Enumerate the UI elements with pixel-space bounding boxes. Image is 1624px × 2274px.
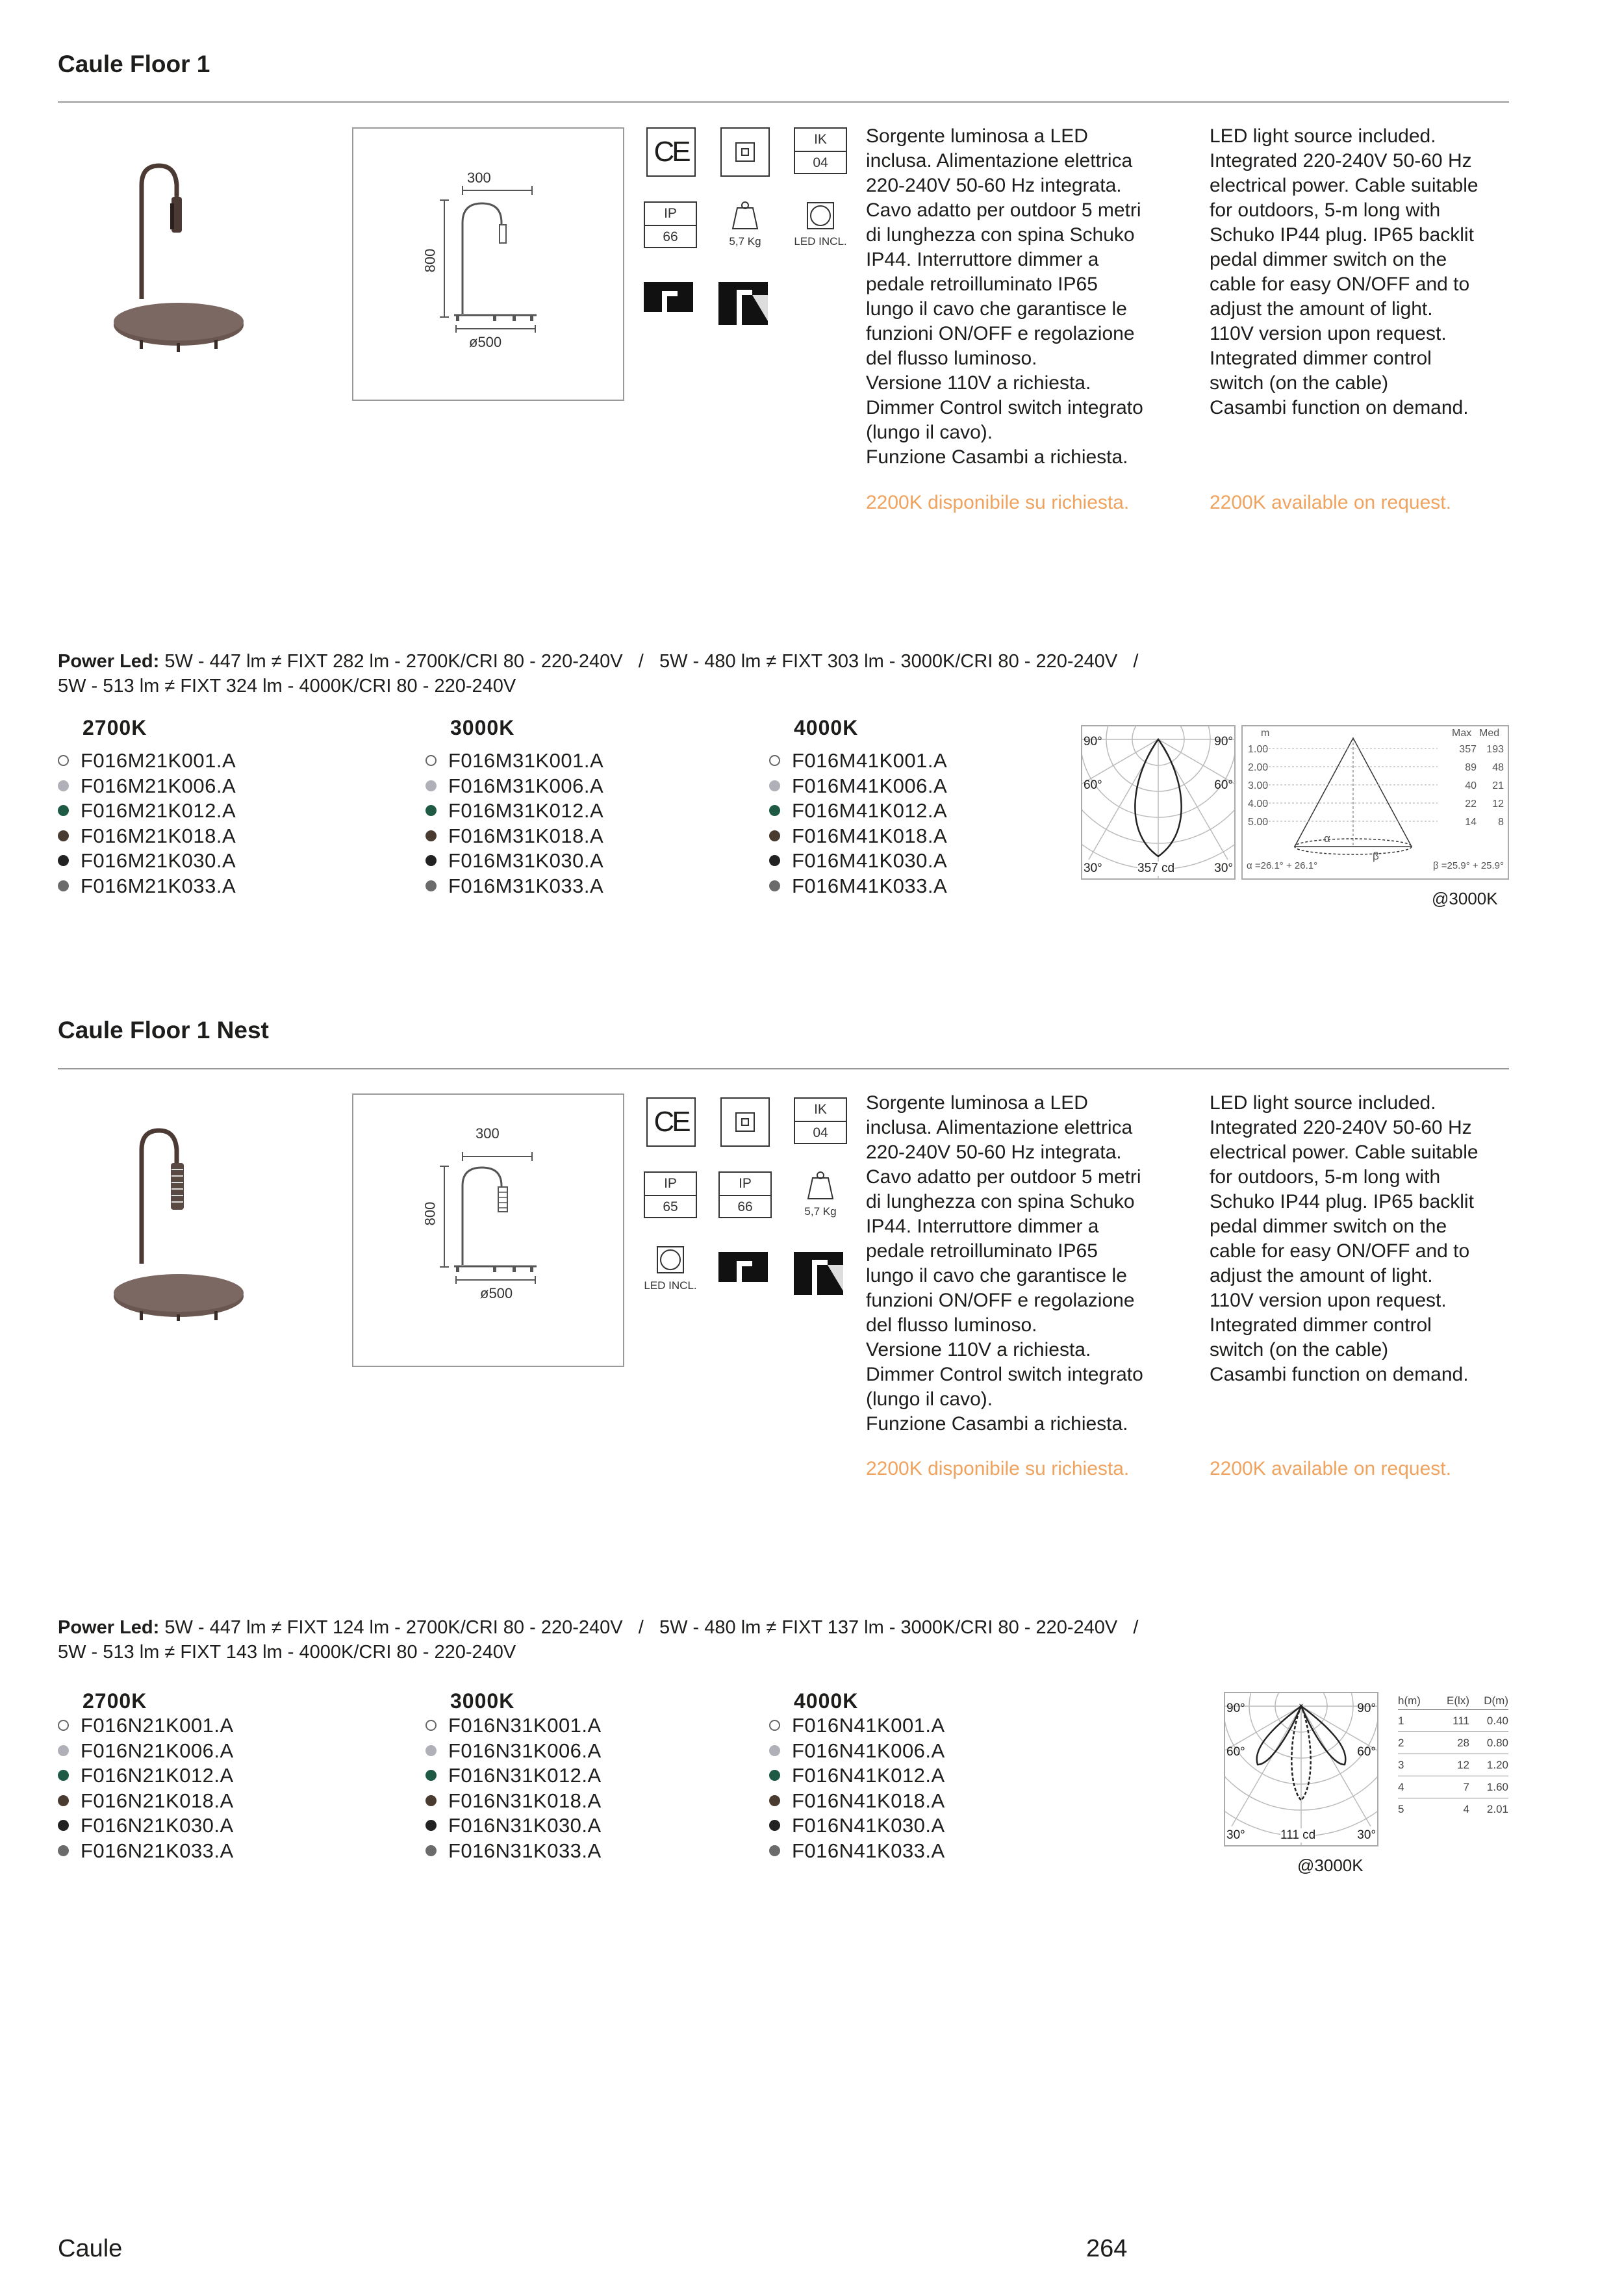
- dim-height: 800: [422, 1201, 438, 1226]
- table-row: 1 111 0.40: [1398, 1710, 1508, 1732]
- note-it: 2200K disponibile su richiesta.: [866, 1458, 1130, 1479]
- list-item: F016N21K001.A: [58, 1713, 234, 1739]
- ip-value: 66: [737, 1199, 753, 1214]
- angle-90-right: 90°: [1357, 1702, 1376, 1715]
- table-header: h(m) E(lx) D(m): [1398, 1693, 1508, 1710]
- list-item: F016N41K012.A: [769, 1763, 945, 1789]
- ip-rating-badge: [718, 1171, 772, 1218]
- code-list-2700k: [58, 748, 236, 899]
- list-item: F016N21K018.A: [58, 1789, 234, 1814]
- dim-height: 800: [422, 248, 438, 273]
- ip-rating-badge: [644, 1171, 697, 1218]
- light-emission-icon: [794, 1246, 843, 1295]
- list-item: F016M41K030.A: [769, 849, 947, 874]
- led-included-icon: LED INCL.: [794, 200, 847, 252]
- photometry-ref: @3000K: [1432, 889, 1498, 908]
- ik-value: 04: [813, 155, 828, 170]
- ip-value: 66: [663, 229, 678, 244]
- ip-rating-badge: [644, 201, 697, 248]
- cone-max-header: Max: [1452, 728, 1472, 739]
- page-number: 264: [1086, 2235, 1128, 2262]
- ik-label: IK: [795, 129, 846, 152]
- ip-label: IP: [645, 1173, 696, 1196]
- list-item: F016M31K033.A: [425, 874, 603, 899]
- photometry-ref: @3000K: [1297, 1856, 1364, 1875]
- angle-60-left: 60°: [1084, 778, 1102, 792]
- column-head-2700k: 2700K: [82, 1689, 147, 1713]
- list-item: F016M21K006.A: [58, 774, 236, 799]
- technical-drawing: [352, 127, 624, 401]
- class-ii-insulation-icon: [720, 1097, 770, 1147]
- cone-m-header: m: [1261, 728, 1270, 739]
- ip-value: 65: [663, 1199, 678, 1214]
- table-row: 2 28 0.80: [1398, 1732, 1508, 1754]
- list-item: F016N41K018.A: [769, 1789, 945, 1814]
- list-item: F016N21K012.A: [58, 1763, 234, 1789]
- list-item: F016N41K001.A: [769, 1713, 945, 1739]
- code-list-3000k: [425, 1713, 602, 1863]
- product-photo: [104, 1124, 253, 1322]
- code-list-4000k: [769, 748, 947, 899]
- candela-label: 357 cd: [1137, 862, 1175, 875]
- list-item: F016N21K033.A: [58, 1839, 234, 1864]
- angle-60-right: 60°: [1214, 778, 1233, 792]
- list-item: F016N21K030.A: [58, 1813, 234, 1839]
- code-list-4000k: [769, 1713, 945, 1863]
- dim-width: 300: [467, 170, 491, 186]
- list-item: F016N31K001.A: [425, 1713, 602, 1739]
- description-it: Sorgente luminosa a LED inclusa. Alimentazione elettrica 220-240V 50-60 Hz integrata. Cavo adatto per outdoor 5 metri di lunghezza con spina Schuko IP44. Interruttore dimmer a pedale retroilluminato IP65 lungo il cavo che garantisce le funzioni ON/OFF e regolazione del flusso luminoso. Versione 110V a richiesta. Dimmer Control switch integrato (lungo il cavo). Funzione Casambi a richiesta.: [866, 125, 1143, 468]
- weight-icon: 5,7 Kg: [718, 200, 772, 252]
- list-item: F016M21K033.A: [58, 874, 236, 899]
- dim-base: ø500: [480, 1285, 513, 1301]
- ground-mount-icon: [644, 275, 693, 325]
- list-item: F016N31K033.A: [425, 1839, 602, 1864]
- cone-alpha-symbol: α: [1324, 832, 1330, 845]
- description-it: Sorgente luminosa a LED inclusa. Alimentazione elettrica 220-240V 50-60 Hz integrata. Cavo adatto per outdoor 5 metri di lunghezza con spina Schuko IP44. Interruttore dimmer a pedale retroilluminato IP65 lungo il cavo che garantisce le funzioni ON/OFF e regolazione del flusso luminoso. Versione 110V a richiesta. Dimmer Control switch integrato (lungo il cavo). Funzione Casambi a richiesta.: [866, 1092, 1143, 1435]
- ip-label: IP: [720, 1173, 770, 1196]
- list-item: F016M31K012.A: [425, 798, 603, 824]
- list-item: F016N31K006.A: [425, 1739, 602, 1764]
- column-head-2700k: 2700K: [82, 716, 147, 739]
- technical-drawing: [352, 1093, 624, 1367]
- light-emission-icon: [718, 275, 768, 325]
- angle-60-right: 60°: [1357, 1745, 1376, 1759]
- note-it: 2200K disponibile su richiesta.: [866, 492, 1130, 513]
- ip-label: IP: [645, 203, 696, 226]
- ik-label: IK: [795, 1099, 846, 1122]
- list-item: F016M41K018.A: [769, 824, 947, 849]
- power-spec: Power Led: 5W - 447 lm ≠ FIXT 124 lm - 2700K/CRI 80 - 220-240V / 5W - 480 lm ≠ FIXT 137 lm - 3000K/CRI 80 - 220-240V /: [58, 1617, 1139, 1638]
- cone-med-column: 193 48 21 12 8: [1486, 744, 1504, 828]
- section-divider: [58, 1068, 1509, 1069]
- polar-diagram: [1224, 1692, 1378, 1846]
- list-item: F016M21K018.A: [58, 824, 236, 849]
- note-en: 2200K available on request.: [1210, 1458, 1451, 1479]
- footer-collection-name: Caule: [58, 2235, 123, 2262]
- cone-max-column: 357 89 40 22 14: [1459, 744, 1477, 828]
- column-head-4000k: 4000K: [794, 716, 859, 739]
- list-item: F016N41K033.A: [769, 1839, 945, 1864]
- angle-30-left: 30°: [1226, 1828, 1245, 1842]
- list-item: F016N41K006.A: [769, 1739, 945, 1764]
- weight-icon: 5,7 Kg: [794, 1170, 847, 1222]
- cone-beta-symbol: β: [1373, 850, 1379, 862]
- ik-rating-badge: [794, 127, 847, 174]
- cone-med-header: Med: [1479, 728, 1500, 739]
- angle-90-left: 90°: [1084, 735, 1102, 748]
- description-en: LED light source included. Integrated 220-240V 50-60 Hz electrical power. Cable suitable for outdoors, 5-m long with Schuko IP44 plug. IP65 backlit pedal dimmer switch on the cable for easy ON/OFF and to adjust the amount of light. 110V version upon request. Integrated dimmer control switch (on the cable) Casambi function on demand.: [1210, 125, 1478, 418]
- code-list-3000k: [425, 748, 603, 899]
- list-item: F016N21K006.A: [58, 1739, 234, 1764]
- note-en: 2200K available on request.: [1210, 492, 1451, 513]
- section-title: Caule Floor 1: [58, 51, 210, 77]
- list-item: F016M21K001.A: [58, 748, 236, 774]
- dim-base: ø500: [469, 334, 502, 350]
- angle-90-left: 90°: [1226, 1702, 1245, 1715]
- angle-30-left: 30°: [1084, 862, 1102, 875]
- ik-rating-badge: [794, 1097, 847, 1144]
- product-photo: [104, 159, 253, 357]
- list-item: F016M41K033.A: [769, 874, 947, 899]
- polar-diagram: [1081, 725, 1236, 880]
- candela-label: 111 cd: [1280, 1828, 1316, 1842]
- column-head-3000k: 3000K: [450, 716, 515, 739]
- list-item: F016M31K030.A: [425, 849, 603, 874]
- section-title: Caule Floor 1 Nest: [58, 1017, 269, 1043]
- led-included-icon: LED INCL.: [644, 1244, 697, 1296]
- list-item: F016N41K030.A: [769, 1813, 945, 1839]
- list-item: F016N31K018.A: [425, 1789, 602, 1814]
- beta-range: β =25.9° + 25.9°: [1432, 860, 1504, 871]
- list-item: F016M41K001.A: [769, 748, 947, 774]
- list-item: F016M21K030.A: [58, 849, 236, 874]
- description-en: LED light source included. Integrated 220-240V 50-60 Hz electrical power. Cable suitable for outdoors, 5-m long with Schuko IP44 plug. IP65 backlit pedal dimmer switch on the cable for easy ON/OFF and to adjust the amount of light. 110V version upon request. Integrated dimmer control switch (on the cable) Casambi function on demand.: [1210, 1092, 1478, 1385]
- angle-90-right: 90°: [1214, 735, 1233, 748]
- ce-mark-icon: CE: [646, 1097, 696, 1147]
- cone-diagram: [1241, 725, 1509, 880]
- power-spec-line2: 5W - 513 lm ≠ FIXT 143 lm - 4000K/CRI 80 - 220-240V: [58, 1642, 516, 1663]
- power-spec-line2: 5W - 513 lm ≠ FIXT 324 lm - 4000K/CRI 80 - 220-240V: [58, 676, 516, 696]
- ce-mark-icon: CE: [646, 127, 696, 177]
- power-label: Power Led:: [58, 651, 160, 672]
- list-item: F016M31K018.A: [425, 824, 603, 849]
- column-head-4000k: 4000K: [794, 1689, 859, 1713]
- power-label: Power Led:: [58, 1617, 160, 1638]
- column-head-3000k: 3000K: [450, 1689, 515, 1713]
- cone-distance-column: 1.00 2.00 3.00 4.00 5.00: [1248, 744, 1269, 828]
- power-spec: Power Led: 5W - 447 lm ≠ FIXT 282 lm - 2700K/CRI 80 - 220-240V / 5W - 480 lm ≠ FIXT 303 lm - 3000K/CRI 80 - 220-240V /: [58, 651, 1139, 672]
- list-item: F016N31K012.A: [425, 1763, 602, 1789]
- class-ii-insulation-icon: [720, 127, 770, 177]
- list-item: F016M21K012.A: [58, 798, 236, 824]
- table-row: 5 4 2.01: [1398, 1803, 1508, 1815]
- ground-mount-icon: [718, 1246, 768, 1295]
- section-divider: [58, 101, 1509, 103]
- alpha-range: α =26.1° + 26.1°: [1247, 860, 1318, 871]
- illuminance-table: [1398, 1693, 1508, 1820]
- list-item: F016M31K001.A: [425, 748, 603, 774]
- list-item: F016M31K006.A: [425, 774, 603, 799]
- angle-30-right: 30°: [1214, 862, 1233, 875]
- list-item: F016M41K006.A: [769, 774, 947, 799]
- code-list-2700k: [58, 1713, 234, 1863]
- angle-30-right: 30°: [1357, 1828, 1376, 1842]
- ik-value: 04: [813, 1125, 828, 1140]
- list-item: F016M41K012.A: [769, 798, 947, 824]
- table-row: 4 7 1.60: [1398, 1776, 1508, 1798]
- angle-60-left: 60°: [1226, 1745, 1245, 1759]
- dim-width: 300: [476, 1125, 500, 1142]
- list-item: F016N31K030.A: [425, 1813, 602, 1839]
- table-row: 3 12 1.20: [1398, 1754, 1508, 1776]
